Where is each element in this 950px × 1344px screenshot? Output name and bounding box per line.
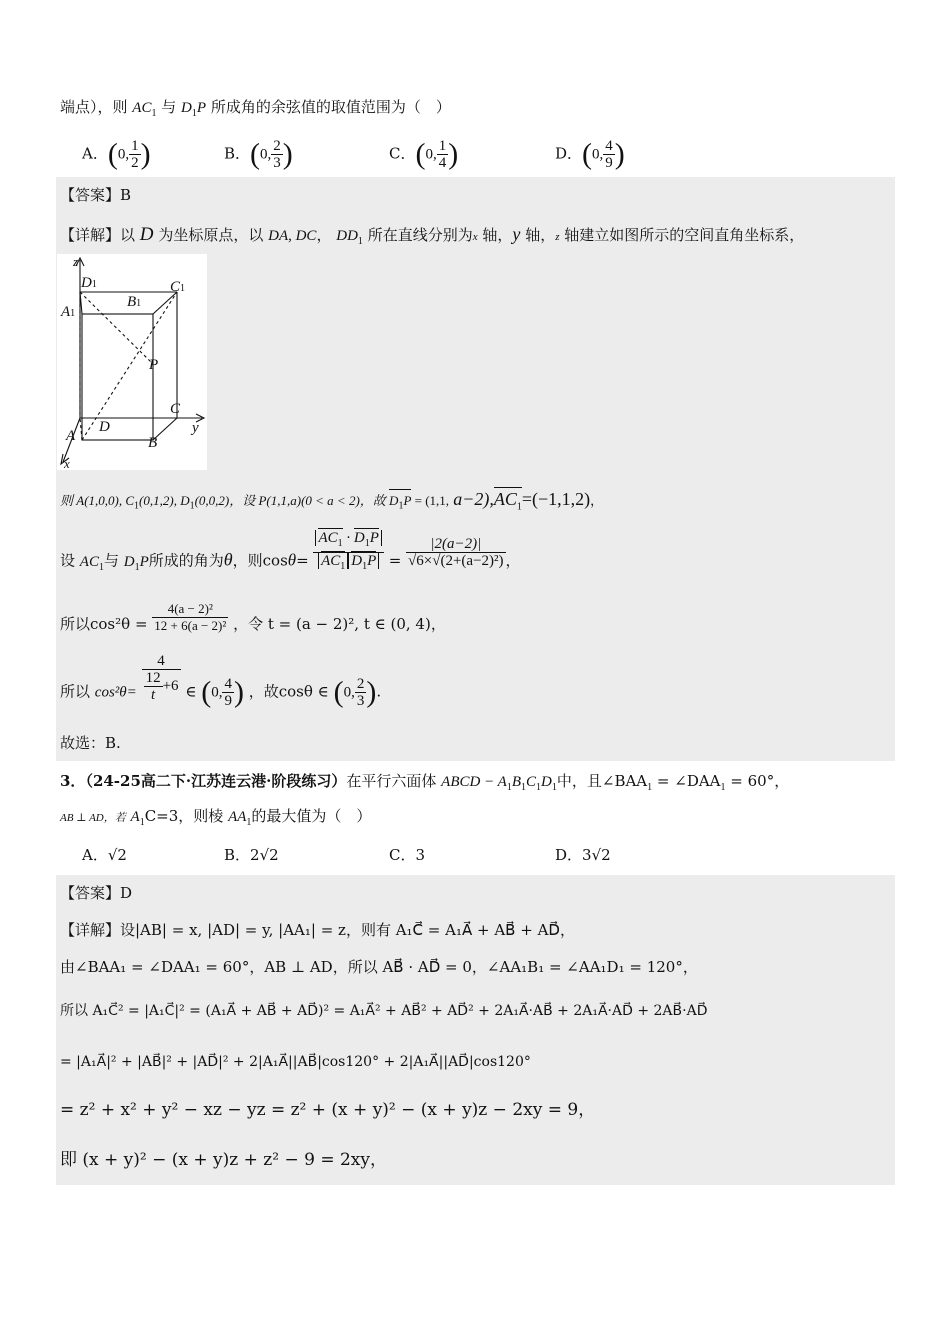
q3-option-c[interactable]: C．3	[389, 846, 426, 864]
fig-label-y: y	[192, 420, 199, 436]
detail-1: 【详解】以 D 为坐标原点，以 DA, DC， $DD_1$ 所在直线分别为x 轴，y 轴，z 轴建立如图所示的空间直角坐标系，	[60, 224, 805, 247]
fig-label-c1: C1	[170, 279, 186, 295]
q3-option-a[interactable]: A．√2	[82, 846, 127, 864]
fig-label-c: C	[170, 401, 181, 417]
detail-3-line6: 即 (x + y)² − (x + y)z + z² − 9 = 2xy，	[60, 1150, 387, 1170]
fig-label-z: z	[73, 254, 79, 269]
answer-3: 【答案】D	[60, 884, 133, 902]
choose-1: 故选：B.	[60, 734, 121, 752]
fig-label-d: D	[99, 419, 110, 435]
cuboid-figure	[57, 254, 207, 470]
q3-option-b[interactable]: B．2√2	[224, 846, 279, 864]
option-c[interactable]: C．(0, $\frac{1}{4}$ )	[389, 137, 459, 171]
fig-label-a: A	[66, 428, 76, 444]
q3-option-d[interactable]: D．3√2	[555, 846, 611, 864]
fig-label-b: B	[148, 435, 158, 451]
answer-1: 【答案】B	[60, 186, 132, 204]
cos2-line: 所以cos²θ = $\frac{\text{4(a − 2)²}}{\text{12 + 6(a − 2)²}}$ ，令 t = (a − 2)², t ∈ (0, 4)，	[60, 600, 446, 633]
detail-3-line4: = |A₁A⃗|² + |AB⃗|² + |AD⃗|² + 2|A₁A⃗||AB⃗|cos120° + 2|A₁A⃗||AD⃗|cos120°	[60, 1054, 531, 1070]
q3-stem: 3．（24-25高二下·江苏连云港·阶段练习）在平行六面体 ABCD − $A_1B_1C_1D_1$中，且$\angle BAA_1$ = $\angle DAA_1 = 60^\circ$，	[60, 772, 790, 793]
cos3-line: 所以 cos²θ= 4 $\frac{12}{t}$ +6 ∈ (0, $\frac{4}{9}$ ) ，故cosθ ∈ (0, $\frac{2}{3}$ ).	[60, 652, 382, 709]
option-a[interactable]: A．(0, $\frac{1}{2}$ )	[82, 137, 151, 171]
coords-line: 则 A(1,0,0), $C_1(0,1,2)$, $D_1(0,0,2)$，设 P(1,1,a)(0 < a < 2)，故 $D_1P = (1,1$, $a-2),AC_1=(-1,1,2)$，	[60, 489, 603, 518]
fig-label-a1: A1	[61, 304, 76, 320]
detail-3-line5: = z² + x² + y² − xz − yz = z² + (x + y)² − (x + y)z − 2xy = 9，	[60, 1100, 596, 1120]
detail-3: 【详解】设|AB| = x, |AD| = y, |AA₁| = z，则有 A₁C⃗ = A₁A⃗ + AB⃗ + AD⃗，	[60, 921, 575, 939]
detail-3-line2: 由∠BAA₁ = ∠DAA₁ = 60°，AB ⊥ AD，所以 AB⃗ · AD⃗ = 0，∠AA₁B₁ = ∠AA₁D₁ = 120°，	[60, 958, 698, 976]
option-b[interactable]: B．(0, $\frac{2}{3}$ )	[224, 137, 293, 171]
detail-3-line3: 所以 A₁C⃗² = |A₁C⃗|² = (A₁A⃗ + AB⃗ + AD⃗)² = A₁A⃗² + AB⃗² + AD⃗² + 2A₁A⃗·AB⃗ + 2A₁A⃗·AD⃗ + 2AB⃗·AD⃗	[60, 1003, 708, 1019]
option-d[interactable]: D．(0, $\frac{4}{9}$ )	[555, 137, 625, 171]
fig-label-p: P	[149, 357, 159, 373]
fig-label-b1: B1	[127, 294, 142, 310]
q3-stem-2: AB ⊥ AD，若 $A_1C=3$，则棱 $AA_1$的最大值为（ ）	[60, 807, 372, 828]
question-stem: 端点），则 $AC_1$ 与 $D_1P$ 所成角的余弦值的取值范围为（ ）	[60, 98, 451, 119]
angle-line: 设 $AC_1$与 $D_1P$所成的角为θ，则cosθ= $\frac{AC_1 \cdot D_1P}{AC_1 D_1P}$ = $\frac{|2(a-2)|}{\text{√6×√(2+(a−2)²)}}$ ，	[60, 548, 521, 588]
fig-label-d1: D1	[81, 275, 97, 291]
fig-label-x: x	[64, 456, 70, 470]
